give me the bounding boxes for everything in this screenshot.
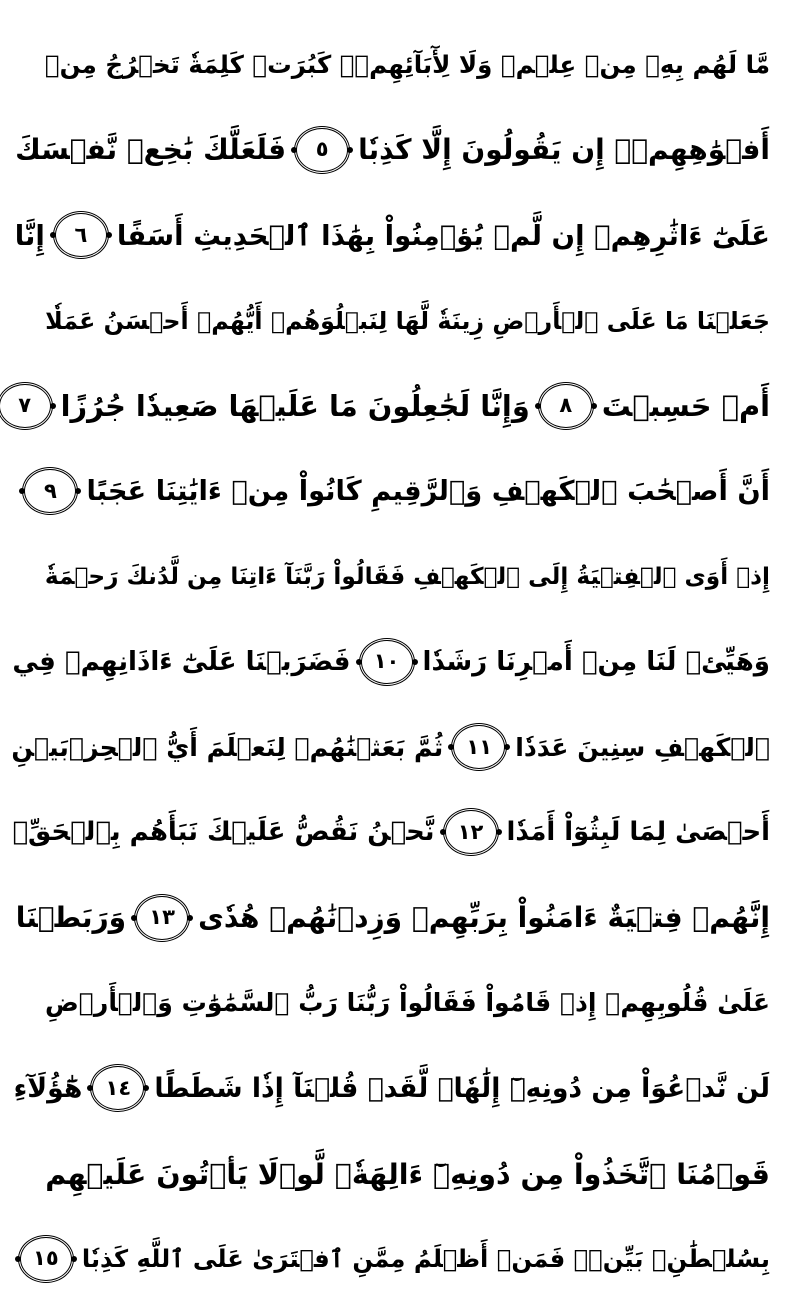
ayah-number-marker: ١٢ bbox=[443, 808, 499, 856]
ayah-number-marker: ٦ bbox=[53, 211, 109, 259]
ayah-number-marker: ١٥ bbox=[18, 1235, 74, 1283]
ayah-number-marker: ٨ bbox=[538, 382, 594, 430]
verse-text: لَن نَّدۡعُوَاْ مِن دُونِهِۦٓ إِلَٰهٗاۖ لَّقَدۡ قُلۡنَآ إِذٗا شَطَطًا bbox=[154, 1072, 770, 1104]
verse-text: هَٰٓؤُلَآءِ bbox=[13, 1072, 83, 1104]
ayah-number-marker: ٥ bbox=[294, 126, 350, 174]
verse-text: فَضَرَبۡنَا عَلَىٰٓ ءَاذَانِهِمۡ فِي bbox=[12, 646, 351, 677]
verse-line bbox=[30, 22, 770, 107]
verse-line bbox=[13, 1046, 770, 1131]
verse-line bbox=[30, 448, 770, 533]
verse-text: إِذۡ أَوَى ٱلۡفِتۡيَةُ إِلَى ٱلۡكَهۡفِ فَقَالُواْ رَبَّنَآ ءَاتِنَا مِن لَّدُنكَ رَحۡمَةٗ bbox=[44, 562, 770, 590]
ayah-number-marker: ٧ bbox=[0, 382, 53, 430]
ayah-number-marker: ١٣ bbox=[134, 894, 190, 942]
verse-line bbox=[30, 1131, 770, 1216]
verse-text: ٱلۡكَهۡفِ سِنِينَ عَدَدٗا bbox=[515, 732, 770, 762]
verse-line bbox=[30, 960, 770, 1045]
verse-text: إِنَّهُمۡ فِتۡيَةٌ ءَامَنُواْ بِرَبِّهِمۡ وَزِدۡنَٰهُمۡ هُدٗى bbox=[198, 901, 770, 935]
ayah-number-marker: ٩ bbox=[22, 467, 78, 515]
verse-text: أَنَّ أَصۡحَٰبَ ٱلۡكَهۡفِ وَٱلرَّقِيمِ كَانُواْ مِنۡ ءَايَٰتِنَا عَجَبًا bbox=[86, 475, 770, 507]
verse-text: فَلَعَلَّكَ بَٰخِعٞ نَّفۡسَكَ bbox=[15, 133, 287, 167]
verse-line bbox=[18, 363, 770, 448]
ayah-number-marker: ١٤ bbox=[90, 1064, 146, 1112]
verse-line bbox=[15, 875, 770, 960]
verse-line bbox=[12, 790, 770, 875]
verse-text: وَهَيِّئۡ لَنَا مِنۡ أَمۡرِنَا رَشَدٗا bbox=[422, 646, 770, 677]
verse-line bbox=[30, 1216, 770, 1301]
verse-text: أَحۡصَىٰ لِمَا لَبِثُوٓاْ أَمَدٗا bbox=[506, 817, 770, 848]
verse-line bbox=[15, 107, 770, 192]
verse-line bbox=[14, 193, 770, 278]
ayah-number-marker: ١٠ bbox=[359, 638, 415, 686]
verse-text: قَوۡمُنَا ٱتَّخَذُواْ مِن دُونِهِۦٓ ءَالِهَةٗۖ لَّوۡلَا يَأۡتُونَ عَلَيۡهِم bbox=[45, 1156, 770, 1191]
verse-line bbox=[30, 278, 770, 363]
verse-text: عَلَىٰٓ ءَاثَٰرِهِمۡ إِن لَّمۡ يُؤۡمِنُواْ بِهَٰذَا ٱلۡحَدِيثِ أَسَفًا bbox=[116, 218, 770, 252]
ayah-number-marker: ١١ bbox=[451, 723, 507, 771]
verse-text: أَمۡ حَسِبۡتَ bbox=[601, 388, 770, 423]
verse-line bbox=[12, 619, 770, 704]
verse-text: أَفۡوَٰهِهِمۡۚ إِن يَقُولُونَ إِلَّا كَذِبٗا bbox=[358, 133, 770, 167]
verse-text: إِنَّا bbox=[14, 218, 45, 252]
verse-text: بِسُلۡطَٰنِۭ بَيِّنٖۖ فَمَنۡ أَظۡلَمُ مِمَّنِ ٱفۡتَرَىٰ عَلَى ٱللَّهِ كَذِبٗا bbox=[81, 1244, 770, 1273]
verse-text: وَإِنَّا لَجَٰعِلُونَ مَا عَلَيۡهَا صَعِيدٗا جُرُزًا bbox=[60, 388, 530, 423]
verse-line bbox=[30, 534, 770, 619]
verse-text: وَرَبَطۡنَا bbox=[15, 901, 127, 935]
verse-line bbox=[11, 704, 770, 789]
verse-text: جَعَلۡنَا مَا عَلَى ٱلۡأَرۡضِ زِينَةٗ لَّهَا لِنَبۡلُوَهُمۡ أَيُّهُمۡ أَحۡسَنُ عَمَلٗا bbox=[45, 306, 770, 335]
verse-text: نَّحۡنُ نَقُصُّ عَلَيۡكَ نَبَأَهُم بِٱلۡحَقِّۚ bbox=[12, 817, 435, 848]
verse-lines bbox=[11, 22, 770, 1301]
verse-text: عَلَىٰ قُلُوبِهِمۡ إِذۡ قَامُواْ فَقَالُواْ رَبُّنَا رَبُّ ٱلسَّمَٰوَٰتِ وَٱلۡأَرۡضِ bbox=[45, 988, 770, 1018]
verse-text: مَّا لَهُم بِهِۦ مِنۡ عِلۡمٖ وَلَا لِأٓبَآئِهِمۡۚ كَبُرَتۡ كَلِمَةٗ تَخۡرُجُ مِنۡ bbox=[44, 50, 770, 80]
verse-text: ثُمَّ بَعَثۡنَٰهُمۡ لِنَعۡلَمَ أَيُّ ٱلۡحِزۡبَيۡنِ bbox=[11, 732, 444, 762]
